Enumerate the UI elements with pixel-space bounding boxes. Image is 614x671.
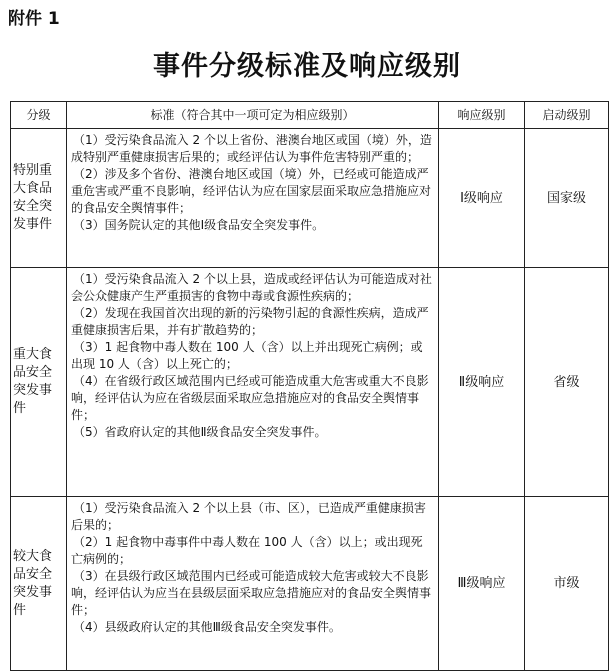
column-header: 分级: [11, 102, 67, 129]
response-level-cell: Ⅱ级响应: [439, 268, 525, 497]
criteria-cell: [67, 129, 439, 268]
criteria-item: （1）受污染食品流入 2 个以上县（市、区），已造成严重健康损害后果的；: [71, 501, 426, 532]
column-header: 启动级别: [525, 102, 609, 129]
criteria-item: （4）在省级行政区域范围内已经或可能造成重大危害或重大不良影响，经评估认为应在省级层面采取应急措施应对的食品安全舆情事件；: [71, 374, 429, 422]
column-header: 标准（符合其中一项可定为相应级别）: [67, 102, 439, 129]
table-header-row: [11, 102, 609, 129]
table-row: [11, 268, 609, 497]
criteria-item: （2）发现在我国首次出现的新的污染物引起的食源性疾病，造成严重健康损害后果，并有扩散趋势的；: [71, 306, 429, 337]
criteria-cell: [67, 268, 439, 497]
criteria-item: （2）涉及多个省份、港澳台地区或国（境）外，已经或可能造成严重危害或严重不良影响，经评估认为应在国家层面采取应急措施应对的食品安全舆情事件；: [71, 167, 432, 215]
criteria-item: （4）县级政府认定的其他Ⅲ级食品安全突发事件。: [73, 620, 341, 634]
criteria-item: （5）省政府认定的其他Ⅱ级食品安全突发事件。: [73, 425, 327, 439]
criteria-item: （3）国务院认定的其他Ⅰ级食品安全突发事件。: [73, 218, 325, 232]
category-cell: 特别重大食品安全突发事件: [11, 129, 67, 268]
column-header: 响应级别: [439, 102, 525, 129]
criteria-cell: [67, 497, 439, 671]
table-row: [11, 497, 609, 671]
page-title: 事件分级标准及响应级别: [153, 51, 461, 82]
table-row: [11, 129, 609, 268]
criteria-item: （1）受污染食品流入 2 个以上省份、港澳台地区或国（境）外，造成特别严重健康损害后果的；或经评估认为事件危害特别严重的；: [71, 133, 432, 164]
category-cell: 重大食品安全突发事件: [11, 268, 67, 497]
category-cell: 较大食品安全突发事件: [11, 497, 67, 671]
criteria-item: （3）在县级行政区域范围内已经或可能造成较大危害或较大不良影响，经评估认为应当在县级层面采取应急措施应对的食品安全舆情事件；: [71, 569, 432, 617]
event-grading-table: [10, 101, 609, 671]
launch-level-cell: 国家级: [525, 129, 609, 268]
criteria-item: （2）1 起食物中毒事件中毒人数在 100 人（含）以上；或出现死亡病例的；: [71, 535, 423, 566]
response-level-cell: Ⅲ级响应: [439, 497, 525, 671]
launch-level-cell: 省级: [525, 268, 609, 497]
launch-level-cell: 市级: [525, 497, 609, 671]
attachment-label: 附件 1: [8, 9, 60, 29]
criteria-item: （3）1 起食物中毒人数在 100 人（含）以上并出现死亡病例；或出现 10 人（含）以上死亡的；: [71, 340, 423, 371]
response-level-cell: Ⅰ级响应: [439, 129, 525, 268]
criteria-item: （1）受污染食品流入 2 个以上县，造成或经评估认为可能造成对社会公众健康产生严重损害的食物中毒或食源性疾病的；: [71, 272, 432, 303]
